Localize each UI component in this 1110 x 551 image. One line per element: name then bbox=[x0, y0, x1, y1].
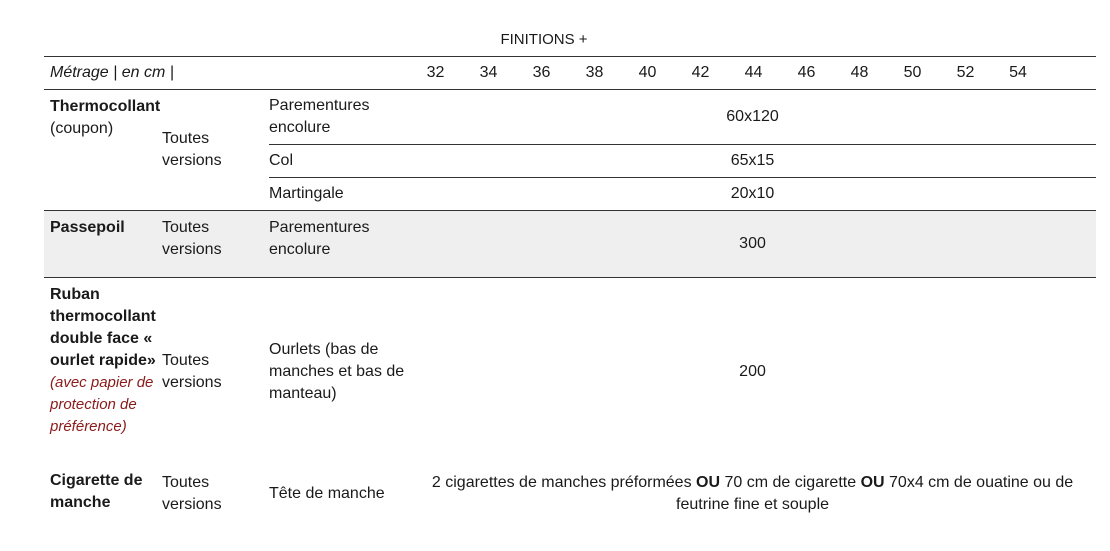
row-part: Martingale bbox=[269, 178, 409, 211]
table-row bbox=[44, 90, 1096, 145]
row-value: 200 bbox=[739, 362, 766, 380]
value-text: 2 cigarettes de manches préformées bbox=[431, 473, 692, 491]
row-versions: Toutes versions bbox=[162, 351, 222, 391]
row-name-note: (avec papier de protection de préférence) bbox=[50, 374, 154, 435]
size-header: 54 bbox=[992, 57, 1044, 90]
size-header: 42 bbox=[674, 57, 727, 90]
row-part: Parementures encolure bbox=[269, 90, 409, 145]
row-versions: Toutes versions bbox=[162, 90, 269, 211]
row-part: Tête de manche bbox=[269, 484, 385, 502]
header-row bbox=[44, 57, 1096, 90]
size-header: 44 bbox=[727, 57, 780, 90]
size-header: 52 bbox=[939, 57, 992, 90]
row-value bbox=[409, 466, 1096, 522]
row-name bbox=[44, 278, 162, 466]
size-header: 38 bbox=[568, 57, 621, 90]
row-name-main: Ruban thermocollant double face « ourlet rapide» bbox=[50, 286, 156, 369]
row-versions: Toutes versions bbox=[162, 473, 222, 513]
size-header: 40 bbox=[621, 57, 674, 90]
size-header: 48 bbox=[833, 57, 886, 90]
value-text: 70x4 cm de ouatine ou de feutrine fine et souple bbox=[676, 473, 1074, 513]
row-name: Cigarette de manche bbox=[50, 471, 143, 511]
table-title: FINITIONS + bbox=[500, 31, 588, 48]
table-row bbox=[44, 466, 1096, 522]
finitions-table-container bbox=[44, 28, 1074, 522]
value-text: 70 cm de cigarette bbox=[724, 473, 857, 491]
row-versions: Toutes versions bbox=[162, 211, 269, 278]
row-value: 20x10 bbox=[409, 178, 1096, 211]
or-text: OU bbox=[696, 473, 721, 491]
finitions-table bbox=[44, 56, 1096, 522]
row-value: 300 bbox=[409, 211, 1096, 278]
row-value: 65x15 bbox=[409, 145, 1096, 178]
row-name-sub: (coupon) bbox=[50, 120, 114, 137]
row-value: 60x120 bbox=[409, 90, 1096, 145]
row-part: Parementures encolure bbox=[269, 211, 409, 278]
size-header: 50 bbox=[886, 57, 939, 90]
row-name bbox=[44, 90, 162, 211]
size-header: 32 bbox=[409, 57, 462, 90]
metrage-label: Métrage | en cm | bbox=[44, 57, 409, 90]
row-name-main: Thermocollant bbox=[50, 98, 161, 115]
size-header: 36 bbox=[515, 57, 568, 90]
row-name: Passepoil bbox=[44, 211, 162, 278]
table-row bbox=[44, 278, 1096, 466]
size-header: 34 bbox=[462, 57, 515, 90]
table-row bbox=[44, 211, 1096, 278]
or-text: OU bbox=[860, 473, 885, 491]
row-part: Ourlets (bas de manches et bas de manteau) bbox=[269, 340, 405, 402]
row-part: Col bbox=[269, 145, 409, 178]
size-header: 46 bbox=[780, 57, 833, 90]
